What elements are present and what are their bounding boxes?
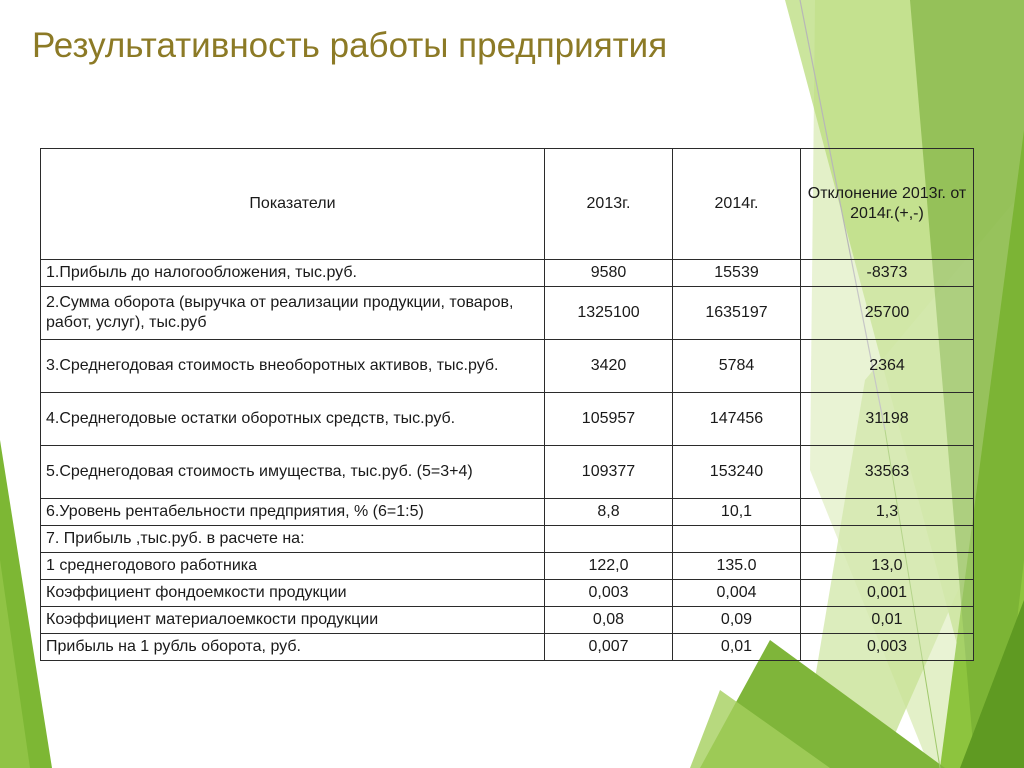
- value-2013: 3420: [545, 340, 673, 393]
- value-2014: 1635197: [673, 287, 801, 340]
- header-indicators: Показатели: [41, 149, 545, 260]
- value-deviation: 0,003: [801, 634, 974, 661]
- value-2013: [545, 526, 673, 553]
- value-deviation: 31198: [801, 393, 974, 446]
- value-2013: 9580: [545, 260, 673, 287]
- value-2014: 15539: [673, 260, 801, 287]
- value-deviation: 25700: [801, 287, 974, 340]
- value-2014: 0,09: [673, 607, 801, 634]
- header-2014: 2014г.: [673, 149, 801, 260]
- value-2013: 0,007: [545, 634, 673, 661]
- value-2014: 135.0: [673, 553, 801, 580]
- header-deviation: Отклонение 2013г. от 2014г.(+,-): [801, 149, 974, 260]
- row-name: 6.Уровень рентабельности предприятия, % (6=1:5): [41, 499, 545, 526]
- table-row: [41, 607, 974, 634]
- value-2014: 0,004: [673, 580, 801, 607]
- value-deviation: 1,3: [801, 499, 974, 526]
- value-deviation: -8373: [801, 260, 974, 287]
- value-deviation: [801, 526, 974, 553]
- header-2013: 2013г.: [545, 149, 673, 260]
- row-name: 1 среднегодового работника: [41, 553, 545, 580]
- table-row: [41, 340, 974, 393]
- slide-title: Результативность работы предприятия: [32, 26, 668, 65]
- table-row: [41, 287, 974, 340]
- value-2014: 10,1: [673, 499, 801, 526]
- value-deviation: 0,001: [801, 580, 974, 607]
- table-row: [41, 446, 974, 499]
- value-2013: 105957: [545, 393, 673, 446]
- row-name: 1.Прибыль до налогообложения, тыс.руб.: [41, 260, 545, 287]
- row-name: 5.Среднегодовая стоимость имущества, тыс.руб. (5=3+4): [41, 446, 545, 499]
- table-row: [41, 393, 974, 446]
- value-deviation: 33563: [801, 446, 974, 499]
- row-name: Прибыль на 1 рубль оборота, руб.: [41, 634, 545, 661]
- table-row: [41, 553, 974, 580]
- row-name: 7. Прибыль ,тыс.руб. в расчете на:: [41, 526, 545, 553]
- row-name: Коэффициент материалоемкости продукции: [41, 607, 545, 634]
- value-2013: 8,8: [545, 499, 673, 526]
- table-row: [41, 580, 974, 607]
- results-table: [40, 148, 974, 661]
- value-2013: 109377: [545, 446, 673, 499]
- value-deviation: 2364: [801, 340, 974, 393]
- value-2013: 122,0: [545, 553, 673, 580]
- table-row: [41, 499, 974, 526]
- table-row: [41, 634, 974, 661]
- value-deviation: 0,01: [801, 607, 974, 634]
- table-row: [41, 260, 974, 287]
- value-2014: 153240: [673, 446, 801, 499]
- table-header-row: [41, 149, 974, 260]
- row-name: Коэффициент фондоемкости продукции: [41, 580, 545, 607]
- value-deviation: 13,0: [801, 553, 974, 580]
- row-name: 2.Сумма оборота (выручка от реализации продукции, товаров, работ, услуг), тыс.руб: [41, 287, 545, 340]
- value-2013: 0,08: [545, 607, 673, 634]
- row-name: 3.Среднегодовая стоимость внеоборотных активов, тыс.руб.: [41, 340, 545, 393]
- table-row: [41, 526, 974, 553]
- value-2013: 0,003: [545, 580, 673, 607]
- value-2014: [673, 526, 801, 553]
- value-2014: 0,01: [673, 634, 801, 661]
- row-name: 4.Среднегодовые остатки оборотных средств, тыс.руб.: [41, 393, 545, 446]
- value-2014: 147456: [673, 393, 801, 446]
- value-2013: 1325100: [545, 287, 673, 340]
- value-2014: 5784: [673, 340, 801, 393]
